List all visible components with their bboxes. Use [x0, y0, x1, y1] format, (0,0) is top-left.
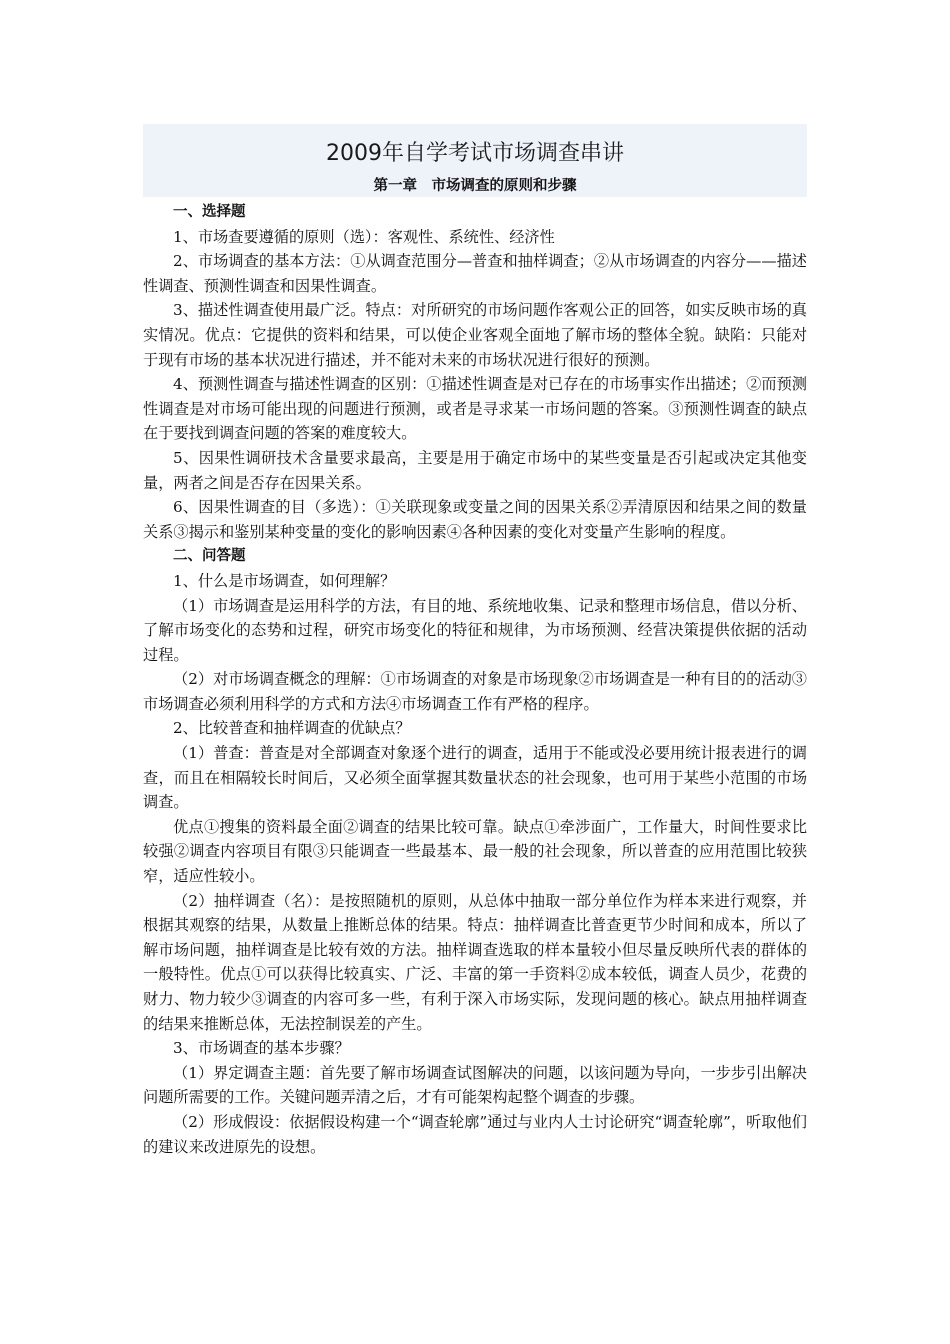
- paragraph: （1）界定调查主题：首先要了解市场调查试图解决的问题，以该问题为导向，一步步引出解决问题所需要的工作。关键问题弄清之后，才有可能架构起整个调查的步骤。: [143, 1063, 807, 1107]
- document-page: [143, 124, 807, 1159]
- chapter-title: 第一章 市场调查的原则和步骤: [373, 178, 577, 194]
- paragraph: 2、市场调查的基本方法：①从调查范围分—普查和抽样调查；②从市场调查的内容分——描述性调查、预测性调查和因果性调查。: [143, 252, 807, 295]
- paragraph: 4、预测性调查与描述性调查的区别：①描述性调查是对已存在的市场事实作出描述；②而预测性调查是对市场可能出现的问题进行预测，或者是寻求某一市场问题的答案。③预测性调查的缺点在于要找到调查问题的答案的难度较大。: [143, 375, 807, 443]
- document-title: 2009年自学考试市场调查串讲: [326, 141, 624, 166]
- paragraph: （2）对市场调查概念的理解：①市场调查的对象是市场现象②市场调查是一种有目的的活动③市场调查必须利用科学的方式和方法④市场调查工作有严格的程序。: [143, 670, 807, 713]
- paragraph: 6、因果性调查的目（多选）：①关联现象或变量之间的因果关系②弄清原因和结果之间的数量关系③揭示和鉴别某种变量的变化的影响因素④各种因素的变化对变量产生影响的程度。: [143, 498, 807, 541]
- paragraph: （2）形成假设：依据假设构建一个“调查轮廓”通过与业内人士讨论研究“调查轮廓”，听取他们的建议来改进原先的设想。: [143, 1112, 807, 1156]
- paragraph: 2、比较普查和抽样调查的优缺点？: [173, 719, 411, 738]
- paragraph: 3、描述性调查使用最广泛。特点：对所研究的市场问题作客观公正的回答，如实反映市场的真实情况。优点：它提供的资料和结果，可以使企业客观全面地了解市场的整体全貌。缺陷：只能对于现有市场的基本状况进行描述，并不能对未来的市场状况进行很好的预测。: [143, 301, 807, 369]
- section-heading-choice: 一、选择题: [173, 204, 246, 220]
- paragraph: 5、因果性调研技术含量要求最高，主要是用于确定市场中的某些变量是否引起或决定其他变量，两者之间是否存在因果关系。: [143, 448, 807, 492]
- title-band: [143, 124, 807, 197]
- paragraph: 优点①搜集的资料最全面②调查的结果比较可靠。缺点①牵涉面广，工作量大，时间性要求比较强②调查内容项目有限③只能调查一些最基本、最一般的社会现象，所以普查的应用范围比较狭窄，适应性较小。: [143, 817, 807, 886]
- paragraph: 3、市场调查的基本步骤？: [173, 1039, 350, 1058]
- paragraph: 1、什么是市场调查，如何理解？: [173, 571, 396, 590]
- paragraph: （2）抽样调查（名）：是按照随机的原则，从总体中抽取一部分单位作为样本来进行观察，并根据其观察的结果，从数量上推断总体的结果。特点：抽样调查比普查更节少时间和成本，所以了解市场问题，抽样调查是比较有效的方法。抽样调查选取的样本量较小但尽量反映所代表的群体的一般特性。优点①可以获得比较真实、广泛、丰富的第一手资料②成本较低，调查人员少，花费的财力、物力较少③调查的内容可多一些，有利于深入市场实际，发现问题的核心。缺点用抽样调查的结果来推断总体，无法控制误差的产生。: [143, 891, 807, 1033]
- paragraph: 1、市场查要遵循的原则（选）：客观性、系统性、经济性: [173, 227, 555, 246]
- paragraph: （1）普查：普查是对全部调查对象逐个进行的调查，适用于不能或没必要用统计报表进行的调查，而且在相隔较长时间后，又必须全面掌握其数量状态的社会现象，也可用于某些小范围的市场调查。: [143, 744, 807, 812]
- section-heading-qa: 二、问答题: [173, 548, 246, 565]
- paragraph: （1）市场调查是运用科学的方法，有目的地、系统地收集、记录和整理市场信息，借以分析、了解市场变化的态势和过程，研究市场变化的特征和规律，为市场预测、经营决策提供依据的活动过程。: [143, 596, 807, 664]
